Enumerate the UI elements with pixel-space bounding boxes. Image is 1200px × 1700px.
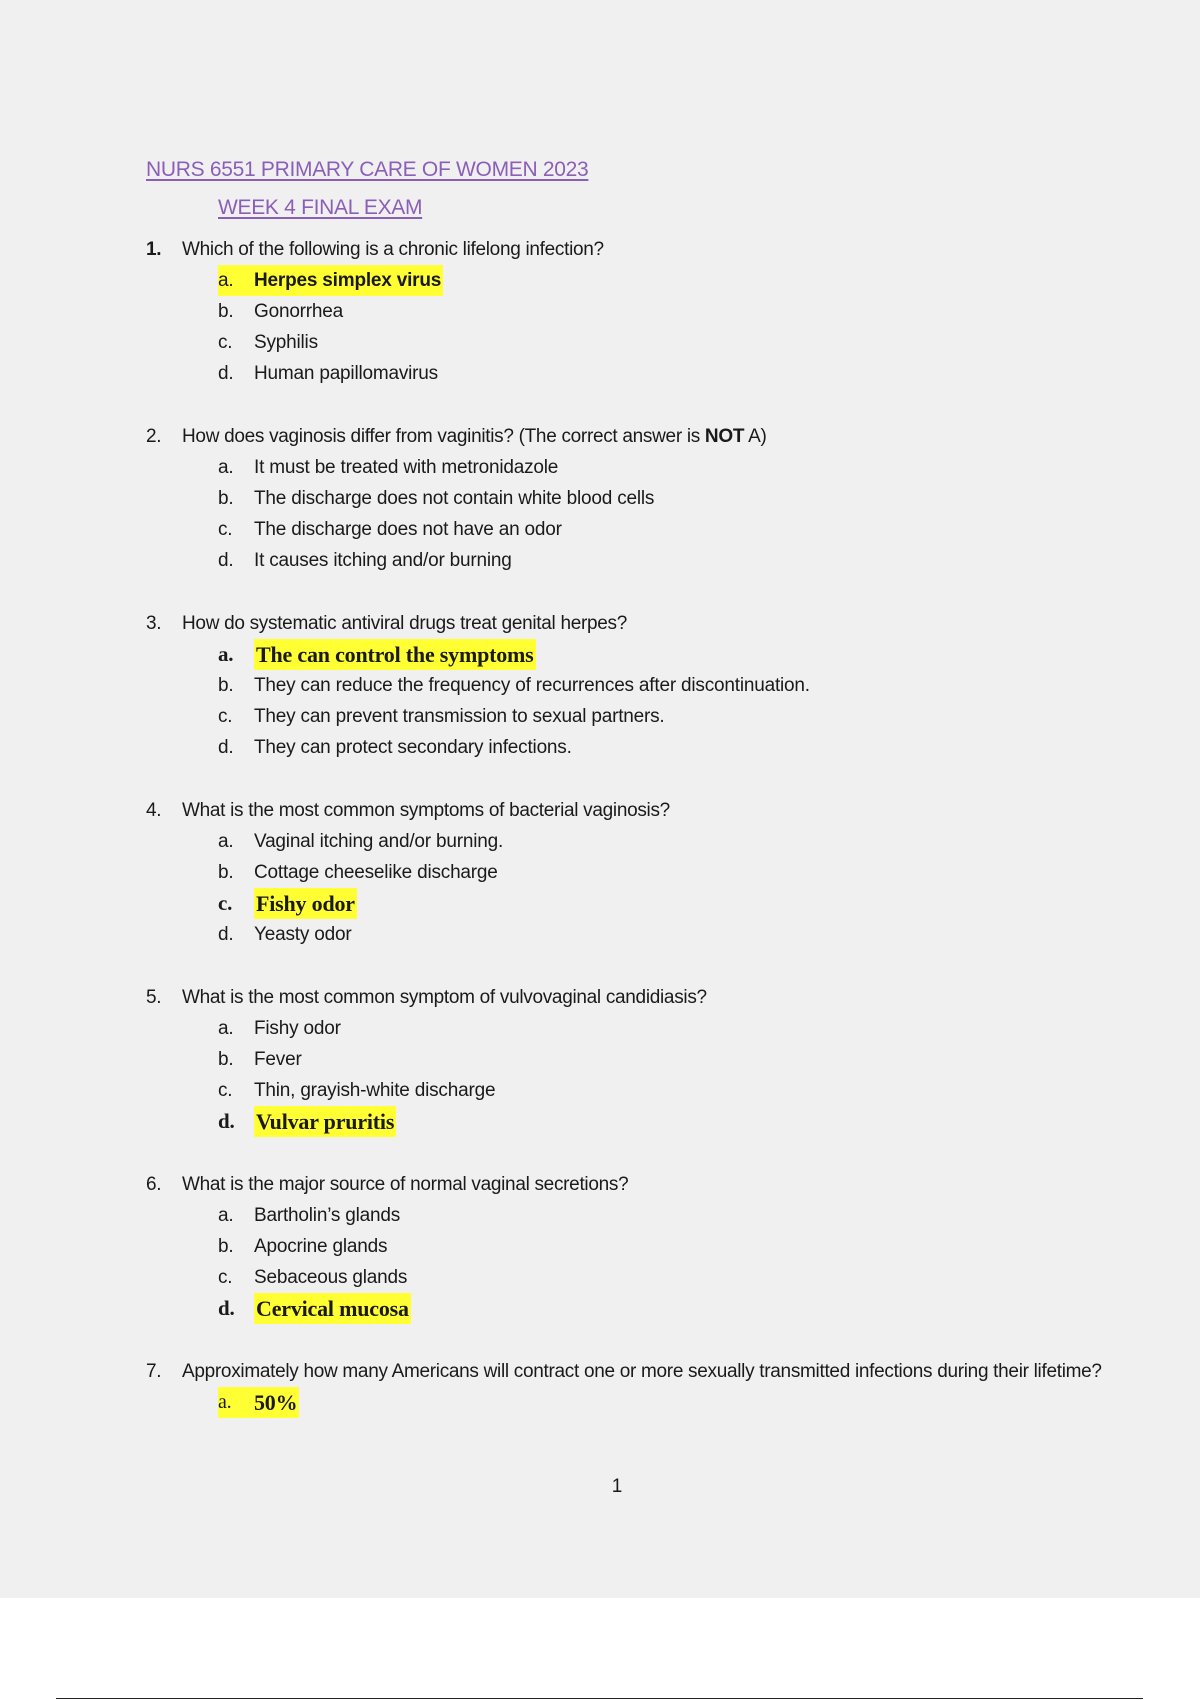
answer-options: [146, 639, 1126, 763]
option-c: [218, 327, 1126, 358]
footer-rule: [56, 1698, 1143, 1699]
question-7: [146, 1356, 1126, 1418]
question-number: 5.: [146, 987, 162, 1008]
question-number: 4.: [146, 800, 162, 821]
option-letter: b.: [218, 1049, 234, 1070]
answer-options: [146, 1013, 1126, 1137]
option-letter: d.: [218, 1109, 235, 1133]
option-label: The discharge does not have an odor: [254, 519, 562, 540]
option-a: [218, 826, 1126, 857]
question-2: [146, 421, 1126, 576]
emphasis-not: NOT: [704, 426, 745, 447]
question-text: How does vaginosis differ from vaginitis? (The correct answer is NOT A): [182, 426, 767, 447]
option-letter: c.: [218, 891, 233, 915]
question-text: What is the most common symptoms of bacterial vaginosis?: [182, 800, 670, 821]
option-label: They can reduce the frequency of recurrences after discontinuation.: [254, 675, 810, 696]
question-text: Which of the following is a chronic lifelong infection?: [182, 239, 604, 260]
question-3: [146, 608, 1126, 763]
option-d-correct: [218, 1106, 1126, 1137]
option-label: Bartholin’s glands: [254, 1205, 401, 1226]
option-d: [218, 919, 1126, 950]
question-1: [146, 234, 1126, 389]
option-a-correct: [218, 265, 1126, 296]
option-c: [218, 701, 1126, 732]
option-b: [218, 1231, 1126, 1262]
option-d-correct: [218, 1293, 1126, 1324]
answer-options: [146, 265, 1126, 389]
option-label: It causes itching and/or burning: [254, 550, 512, 571]
option-c: [218, 514, 1126, 545]
option-c: [218, 1075, 1126, 1106]
question-text: Approximately how many Americans will contract one or more sexually transmitted infections during their lifetime?: [182, 1361, 1102, 1382]
answer-options: [146, 452, 1126, 576]
option-c: [218, 1262, 1126, 1293]
question-5: [146, 982, 1126, 1137]
option-label: Sebaceous glands: [254, 1267, 408, 1288]
option-letter: b.: [218, 488, 234, 509]
question-text: What is the most common symptom of vulvovaginal candidiasis?: [182, 987, 707, 1008]
page-content: [146, 156, 1126, 1418]
option-d: [218, 732, 1126, 763]
answer-options: [146, 826, 1126, 950]
option-letter: d.: [218, 1296, 235, 1320]
option-b: [218, 1044, 1126, 1075]
page-number: 1: [611, 1476, 623, 1497]
option-b: [218, 296, 1126, 327]
option-label: The discharge does not contain white blood cells: [254, 488, 655, 509]
question-6: [146, 1169, 1126, 1324]
option-letter: b.: [218, 301, 234, 322]
option-letter: c.: [218, 706, 233, 727]
option-letter: c.: [218, 1080, 233, 1101]
option-label: They can prevent transmission to sexual partners.: [254, 706, 665, 727]
option-letter: d.: [218, 550, 234, 571]
option-label: Gonorrhea: [254, 301, 344, 322]
option-letter: b.: [218, 1236, 234, 1257]
option-label: Apocrine glands: [254, 1236, 388, 1257]
option-letter: a.: [218, 1205, 234, 1226]
option-d: [218, 545, 1126, 576]
highlighted-answer: Fishy odor: [254, 888, 357, 919]
question-number: 1.: [146, 239, 162, 260]
question-text: What is the major source of normal vaginal secretions?: [182, 1174, 629, 1195]
option-letter: a.: [218, 831, 234, 852]
option-b: [218, 483, 1126, 514]
option-label: Vaginal itching and/or burning.: [254, 831, 504, 852]
question-text: How do systematic antiviral drugs treat genital herpes?: [182, 613, 628, 634]
option-letter: a.: [218, 457, 234, 478]
option-a: [218, 1013, 1126, 1044]
highlighted-answer: Vulvar pruritis: [254, 1106, 396, 1137]
option-letter: a.: [218, 1391, 232, 1413]
option-c-correct: [218, 888, 1126, 919]
option-label: Yeasty odor: [254, 924, 352, 945]
option-label: Cottage cheeselike discharge: [254, 862, 498, 883]
highlighted-answer: The can control the symptoms: [254, 639, 536, 670]
option-d: [218, 358, 1126, 389]
option-label: Human papillomavirus: [254, 363, 438, 384]
option-label: Fishy odor: [254, 1018, 341, 1039]
option-letter: a.: [218, 1018, 234, 1039]
answer-options: [146, 1387, 1126, 1418]
question-4: [146, 795, 1126, 950]
option-label: Thin, grayish-white discharge: [254, 1080, 496, 1101]
highlighted-answer: Cervical mucosa: [254, 1293, 411, 1324]
option-b: [218, 670, 1126, 701]
option-label: Syphilis: [254, 332, 318, 353]
option-letter: a.: [218, 642, 234, 666]
option-label: Herpes simplex virus: [254, 270, 442, 291]
option-label: 50%: [254, 1390, 298, 1415]
option-letter: d.: [218, 363, 234, 384]
option-letter: d.: [218, 737, 234, 758]
answer-options: [146, 1200, 1126, 1324]
option-letter: a.: [218, 270, 234, 291]
document-title: NURS 6551 PRIMARY CARE OF WOMEN 2023: [146, 158, 589, 181]
option-label: They can protect secondary infections.: [254, 737, 572, 758]
highlighted-answer: [218, 265, 443, 296]
option-letter: c.: [218, 332, 233, 353]
option-letter: b.: [218, 862, 234, 883]
option-a: [218, 1200, 1126, 1231]
option-label: Fever: [254, 1049, 302, 1070]
option-b: [218, 857, 1126, 888]
option-a: [218, 452, 1126, 483]
highlighted-answer: [218, 1387, 299, 1418]
option-letter: b.: [218, 675, 234, 696]
option-a-correct: [218, 639, 1126, 670]
option-letter: d.: [218, 924, 234, 945]
option-letter: c.: [218, 519, 233, 540]
option-a-correct: [218, 1387, 1126, 1418]
question-number: 3.: [146, 613, 162, 634]
question-number: 6.: [146, 1174, 162, 1195]
question-number: 2.: [146, 426, 162, 447]
document-subtitle: WEEK 4 FINAL EXAM: [218, 196, 423, 219]
option-letter: c.: [218, 1267, 233, 1288]
question-number: 7.: [146, 1361, 162, 1382]
option-label: It must be treated with metronidazole: [254, 457, 559, 478]
